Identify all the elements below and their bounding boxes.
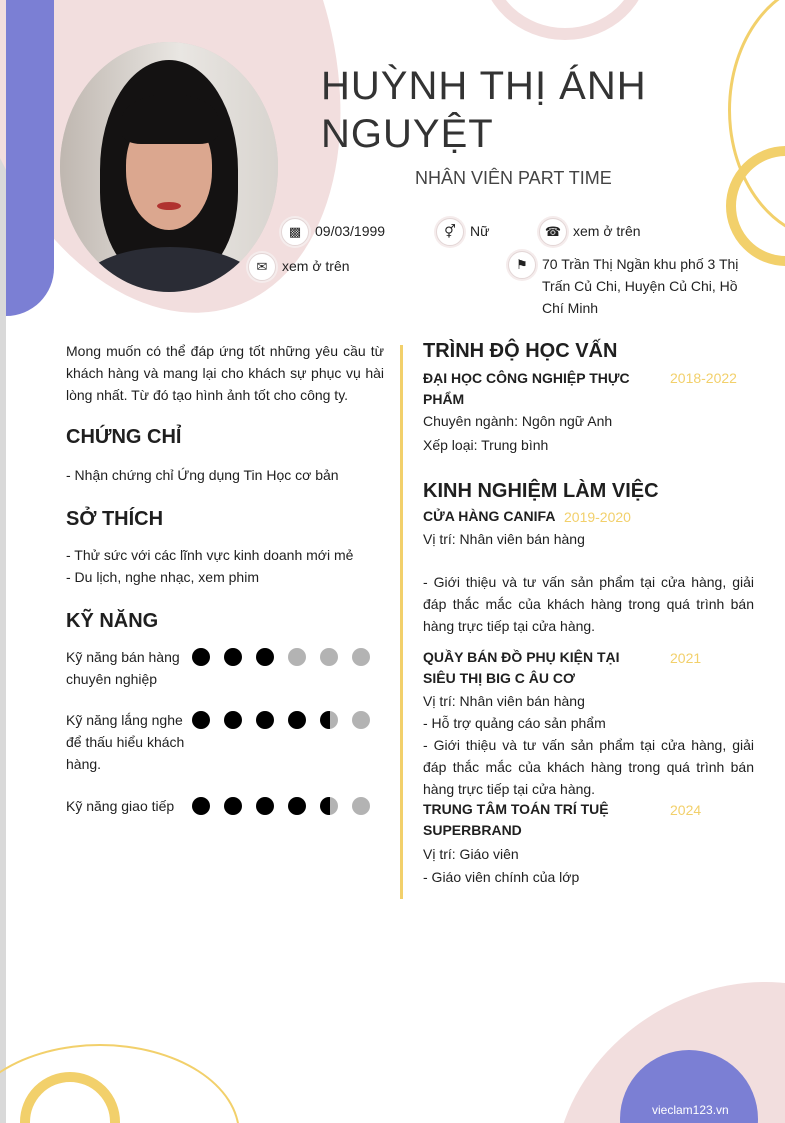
contact-address — [508, 253, 758, 319]
watermark: vieclam123.vn — [652, 1103, 729, 1117]
yellow-arc-decoration — [726, 146, 785, 266]
job-position: Vị trí: Giáo viên — [423, 846, 519, 862]
skill-rating — [192, 797, 384, 815]
job-position: Vị trí: Nhân viên bán hàng — [423, 693, 585, 709]
skill-dot — [352, 797, 370, 815]
job-position: Vị trí: Nhân viên bán hàng — [423, 531, 585, 547]
phone-value: xem ở trên — [573, 223, 641, 239]
column-divider — [400, 345, 403, 899]
education-heading: TRÌNH ĐỘ HỌC VẤN — [423, 340, 618, 362]
skill-dot — [224, 797, 242, 815]
phone-icon: ☎ — [539, 218, 567, 246]
skill-dot — [224, 711, 242, 729]
skill-dot — [256, 711, 274, 729]
education-years: 2018-2022 — [670, 370, 737, 386]
job-years: 2024 — [670, 802, 702, 818]
skill-dot — [320, 648, 338, 666]
skill-dot — [352, 648, 370, 666]
map-icon: ⚑ — [508, 251, 536, 279]
job-company: CỬA HÀNG CANIFA — [423, 508, 556, 524]
job-detail: - Giới thiệu và tư vấn sản phẩm tại cửa hàng, giải đáp thắc mắc của khách hàng trong quá trình bán hàng trực tiếp tại cửa hàng. — [423, 737, 754, 797]
skill-rating — [192, 711, 384, 729]
skill-dot — [320, 711, 338, 729]
skill-rating — [192, 648, 384, 666]
hobbies-heading: SỞ THÍCH — [66, 508, 164, 530]
skill-label: Kỹ năng giao tiếp — [66, 798, 175, 814]
job-detail: - Hỗ trợ quảng cáo sản phẩm — [423, 715, 606, 731]
education-grade: Xếp loại: Trung bình — [423, 437, 549, 453]
skill-dot — [256, 648, 274, 666]
gender-icon: ⚥ — [436, 218, 464, 246]
job-detail: - Giáo viên chính của lớp — [423, 869, 580, 885]
education-major: Chuyên ngành: Ngôn ngữ Anh — [423, 413, 613, 429]
skill-label: Kỹ năng bán hàng chuyên nghiệp — [66, 649, 180, 687]
gender-value: Nữ — [470, 223, 490, 239]
purple-bar-decoration — [6, 0, 54, 316]
contact-email — [248, 255, 350, 281]
job-years: 2019-2020 — [564, 509, 631, 525]
job-title: NHÂN VIÊN PART TIME — [415, 168, 612, 188]
contact-dob — [281, 220, 385, 246]
hobby-item: - Thử sức với các lĩnh vực kinh doanh mới mẻ — [66, 547, 354, 563]
job-company: TRUNG TÂM TOÁN TRÍ TUỆ SUPERBRAND — [423, 801, 609, 838]
skill-dot — [256, 797, 274, 815]
certificate-item: - Nhận chứng chỉ Ứng dụng Tin Học cơ bản — [66, 467, 339, 483]
job-years: 2021 — [670, 650, 702, 666]
skills-heading: KỸ NĂNG — [66, 610, 159, 632]
contact-gender — [436, 220, 489, 246]
contact-phone — [539, 220, 641, 246]
skill-dot — [288, 711, 306, 729]
left-column — [66, 340, 384, 814]
email-value: xem ở trên — [282, 258, 350, 274]
certificates-heading: CHỨNG CHỈ — [66, 426, 182, 448]
career-objective: Mong muốn có thể đáp ứng tốt những yêu cầu từ khách hàng và mang lại cho khách sự phục vụ hài lòng nhất. Từ đó tạo hình ảnh tốt cho công ty. — [66, 343, 384, 403]
skill-dot — [352, 711, 370, 729]
candidate-name: HUỲNH THỊ ÁNH NGUYỆT — [321, 64, 647, 156]
skill-dot — [288, 797, 306, 815]
dob-value: 09/03/1999 — [315, 223, 386, 239]
skill-dot — [192, 797, 210, 815]
envelope-icon: ✉ — [248, 253, 276, 281]
experience-heading: KINH NGHIỆM LÀM VIỆC — [423, 480, 659, 502]
address-value: 70 Trần Thị Ngần khu phố 3 Thị Trấn Củ Chi, Huyện Củ Chi, Hồ Chí Minh — [542, 256, 739, 316]
skill-dot — [320, 797, 338, 815]
job-company: QUẦY BÁN ĐỒ PHỤ KIỆN TẠI SIÊU THỊ BIG C ÂU CƠ — [423, 649, 620, 686]
birthday-cake-icon: ▩ — [281, 218, 309, 246]
school-name: ĐẠI HỌC CÔNG NGHIỆP THỰC PHẨM — [423, 370, 630, 407]
job-detail: - Giới thiệu và tư vấn sản phẩm tại cửa hàng, giải đáp thắc mắc của khách hàng trong quá trình bán hàng trực tiếp tại cửa hàng. — [423, 574, 754, 634]
pink-ring-decoration — [480, 0, 650, 40]
hobby-item: - Du lịch, nghe nhạc, xem phim — [66, 569, 259, 585]
skill-dot — [192, 648, 210, 666]
skill-dot — [192, 711, 210, 729]
skill-dot — [224, 648, 242, 666]
profile-photo — [60, 42, 278, 292]
skill-dot — [288, 648, 306, 666]
skill-label: Kỹ năng lắng nghe để thấu hiểu khách hàng. — [66, 712, 185, 772]
